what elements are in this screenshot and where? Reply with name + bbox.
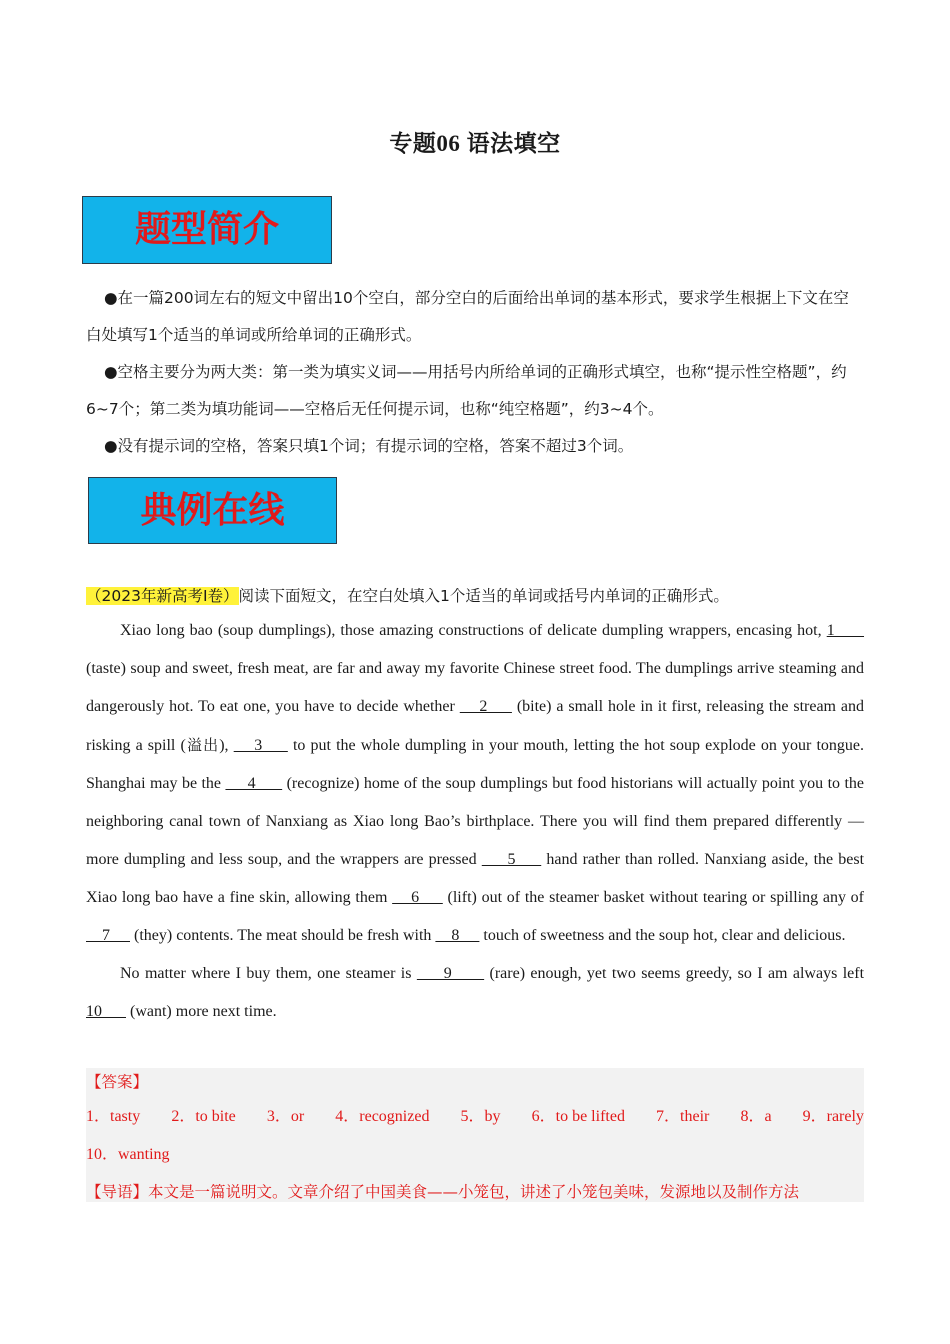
blank-5: 5 [481, 851, 542, 868]
section-header-intro: 题型简介 [82, 196, 332, 264]
passage [86, 612, 864, 1031]
answer-item: 4．recognized [335, 1108, 430, 1125]
blank-6: 6 [392, 889, 443, 906]
answer-item: 7．their [656, 1108, 710, 1125]
answer-label: 【答案】 [86, 1073, 149, 1091]
answer-item: 2．to bite [171, 1108, 236, 1125]
guide-text: 【导语】本文是一篇说明文。文章介绍了中国美食——小笼包，讲述了小笼包美味，发源地以及制作方法 [86, 1183, 800, 1201]
source-tag: （2023年新高考I卷） [86, 587, 239, 605]
answer-item: 9．rarely [802, 1108, 864, 1125]
intro-point-3: ●没有提示词的空格，答案只填1个词；有提示词的空格，答案不超过3个词。 [104, 437, 634, 455]
blank-4: 4 [225, 775, 283, 792]
blank-10: 10 [86, 1003, 126, 1020]
intro-text [86, 280, 864, 465]
answer-list [86, 1103, 864, 1131]
blank-3: 3 [233, 737, 288, 754]
section-header-example: 典例在线 [88, 477, 337, 544]
instruction-text: 阅读下面短文，在空白处填入1个适当的单词或括号内单词的正确形式。 [238, 587, 729, 605]
passage-paragraph-2: No matter where I buy them, one steamer is 9 (rare) enough, yet two seems greedy, so I am always left 10 (want) more next time. [86, 965, 865, 1020]
blank-2: 2 [459, 698, 512, 715]
page-title: 专题06 语法填空 [389, 131, 561, 156]
answer-item: 3．or [266, 1108, 305, 1125]
intro-point-2: ●空格主要分为两大类：第一类为填实义词——用括号内所给单词的正确形式填空，也称“提示性空格题”，约6~7个；第二类为填功能词——空格后无任何提示词，也称“纯空格题”，约3~4个。 [86, 363, 847, 418]
answer-item-last: 10．wanting [86, 1146, 170, 1163]
answer-item: 8．a [740, 1108, 772, 1125]
answer-item: 5．by [460, 1108, 501, 1125]
blank-8: 8 [435, 927, 480, 944]
intro-point-1: ●在一篇200词左右的短文中留出10个空白，部分空白的后面给出单词的基本形式，要求学生根据上下文在空白处填写1个适当的单词或所给单词的正确形式。 [86, 289, 849, 344]
answer-item: 1．tasty [86, 1108, 141, 1125]
passage-paragraph-1: Xiao long bao (soup dumplings), those amazing constructions of delicate dumpling wrappers, encasing hot, 1 (taste) soup and sweet, fresh meat, are far and away my favorite Chinese street food. The dumplings arrive steaming and dangerously hot. To eat one, you have to decide whether 2 (bite) a small hole in it first, releasing the stream and risking a spill (溢出), 3 to put the whole dumpling in your mouth, letting the hot soup explode on your tongue. Shanghai may be the 4 (recognize) home of the soup dumplings but food historians will actually point you to the neighboring canal town of Nanxiang as Xiao long Bao’s birthplace. There you will find them prepared differently — more dumpling and less soup, and the wrappers are pressed 5 hand rather than rolled. Nanxiang aside, the best Xiao long bao have a fine skin, allowing them 6 (lift) out of the steamer basket without tearing or spilling any of 7 (they) contents. The meat should be fresh with 8 touch of sweetness and the soup hot, clear and delicious. [86, 622, 865, 944]
blank-7: 7 [86, 927, 130, 944]
blank-9: 9 [416, 965, 485, 982]
instruction [86, 582, 864, 610]
blank-1: 1 [826, 622, 865, 639]
answer-item: 6．to be lifted [531, 1108, 625, 1125]
